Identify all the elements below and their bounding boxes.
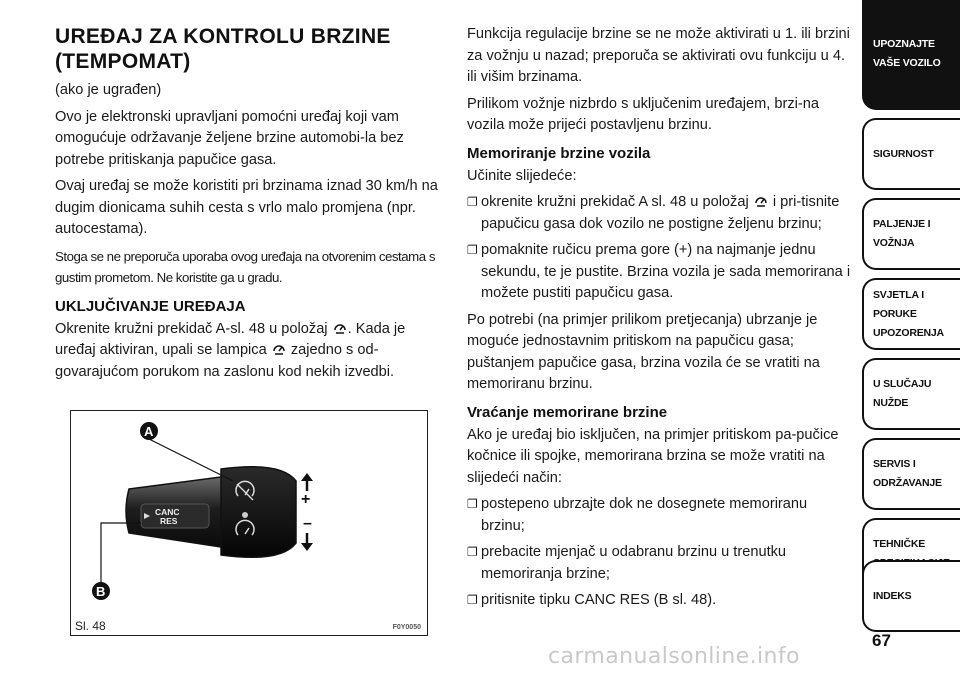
subheading: Memoriranje brzine vozila	[467, 144, 651, 162]
tab-label-line: VAŠE VOZILO	[873, 57, 941, 69]
paragraph: Ovaj uređaj se može koristiti pri brzinama iznad 30 km/h na dugim dionicama suhih cesta s vrlo malo promjena (npr. autocestama).	[55, 178, 438, 237]
figure-48	[70, 410, 428, 636]
minus-label: –	[303, 515, 312, 532]
tab-label	[873, 455, 942, 493]
cruise-control-icon	[272, 342, 286, 356]
tab-label	[873, 35, 941, 73]
paragraph	[55, 319, 440, 384]
tab-label-line: SERVIS I	[873, 458, 916, 470]
section-title	[55, 24, 440, 74]
callout-label-a: A	[144, 424, 154, 439]
tab-label	[873, 145, 934, 164]
tab-label-line: PALJENJE I	[873, 218, 931, 230]
note-paragraph: Stoga se ne preporuča uporaba ovog uređaja na otvorenim cestama s gustim prometom. Ne koristite ga u gradu.	[55, 248, 435, 285]
tab-svjetla[interactable]	[862, 278, 960, 350]
tab-paljenje[interactable]	[862, 198, 960, 270]
text-fragment: Okrenite kružni prekidač A-sl. 48 u položaj	[55, 320, 328, 337]
text-fragment: . Kada je uređaj aktiviran, upali se lampica	[55, 320, 406, 358]
list-item	[467, 542, 852, 585]
paragraph: Prilikom vožnje nizbrdo s uključenim uređajem, brzi-na vozila može prijeći postavljenu brzinu.	[467, 95, 820, 133]
figure-caption: Sl. 48	[75, 619, 106, 633]
title-line-1: UREĐAJ ZA KONTROLU BRZINE	[55, 25, 391, 48]
left-column	[55, 24, 440, 388]
paragraph: Ako je uređaj bio isključen, na primjer pritiskom pa-pučice kočnice ili spojke, memorirana brzina se može vratiti na slijedeći način:	[467, 426, 839, 486]
paragraph: Učinite slijedeće:	[467, 167, 577, 184]
title-line-2: (TEMPOMAT)	[55, 50, 191, 73]
list-item	[467, 590, 852, 612]
watermark: carmanualsonline.info	[548, 644, 800, 669]
subheading: UKLJUČIVANJE UREĐAJA	[55, 297, 246, 315]
list-item-text: postepeno ubrzajte dok ne dosegnete memoriranu brzinu;	[481, 496, 808, 534]
text-fragment: zajedno s od-govarajućom porukom na zaslonu kod nekih izvedbi.	[55, 342, 395, 380]
checkbox-bullet-icon: ❐	[467, 243, 478, 257]
tab-label	[873, 587, 911, 606]
tab-label-line: SVJETLA I PORUKE	[873, 288, 924, 320]
tab-label-line: INDEKS	[873, 589, 912, 602]
cruise-lever-illustration	[71, 411, 427, 635]
text-fragment: okrenite kružni prekidač A sl. 48 u položaj	[481, 194, 749, 210]
list-item	[467, 192, 852, 235]
callout-line-a	[149, 439, 233, 481]
paragraph: Po potrebi (na primjer prilikom pretjecanja) ubrzanje je moguće jednostavnim pritiskom na papučicu gasa; puštanjem papučice gasa, brzina vozila će se vratiti na memoriranu brzinu.	[467, 311, 820, 392]
text-fragment: i pri-tisnite papučicu gasa dok vozilo ne postigne željenu brzinu;	[481, 194, 840, 232]
figure-code: F0Y0050	[392, 624, 421, 631]
cruise-control-icon	[754, 194, 768, 208]
paragraph: Ovo je elektronski upravljani pomoćni uređaj koji vam omogućuje održavanje željene brzine automobi-la bez potrebe pritiskanja papučice gasa.	[55, 108, 404, 168]
subheading: Vraćanje memorirane brzine	[467, 403, 668, 421]
tab-sigurnost[interactable]	[862, 118, 960, 190]
tab-label-line: U SLUČAJU	[873, 378, 932, 390]
tab-label	[873, 375, 931, 413]
tab-upoznajte[interactable]	[862, 0, 960, 110]
checkbox-bullet-icon: ❐	[467, 593, 478, 607]
chapter-tabs	[862, 0, 960, 677]
right-column	[467, 24, 852, 617]
tab-nuzde[interactable]	[862, 358, 960, 430]
up-arrow-icon	[301, 473, 313, 491]
list-item	[467, 240, 852, 305]
tab-label-line: UPOZORENJA	[873, 326, 944, 339]
tab-label-line: VOŽNJA	[873, 237, 915, 249]
tab-label-line: TEHNIČKE	[873, 538, 926, 550]
list-item-text: prebacite mjenjač u odabranu brzinu u trenutku memoriranja brzine;	[481, 544, 787, 582]
checkbox-bullet-icon: ❐	[467, 545, 478, 559]
paragraph: (ako je ugrađen)	[55, 82, 162, 98]
tab-label-line: ODRŽAVANJE	[873, 477, 942, 489]
tab-label-line: NUŽDE	[873, 397, 909, 409]
list-item-text	[481, 192, 852, 235]
page-number: 67	[872, 631, 891, 650]
tab-indeks[interactable]	[862, 560, 960, 632]
indicator-dot	[242, 512, 248, 518]
res-label: RES	[160, 516, 178, 526]
list-item	[467, 494, 852, 537]
tab-servis[interactable]	[862, 438, 960, 510]
checkbox-bullet-icon: ❐	[467, 497, 478, 511]
tab-label	[873, 286, 956, 343]
tab-label-line: SIGURNOST	[873, 147, 934, 160]
checkbox-bullet-icon: ❐	[467, 195, 478, 209]
list-item-text: pomaknite ručicu prema gore (+) na najmanje jednu sekundu, te je pustite. Brzina vozila je sada memorirana i možete pustiti papučicu gasa.	[481, 242, 851, 301]
canc-label: CANC	[155, 507, 180, 517]
callout-label-b: B	[96, 584, 106, 599]
list-item-text: pritisnite tipku CANC RES (B sl. 48).	[481, 592, 717, 608]
tab-label-line: UPOZNAJTE	[873, 38, 935, 50]
cruise-control-icon	[333, 321, 347, 335]
tab-label	[873, 215, 930, 253]
paragraph: Funkcija regulacije brzine se ne može aktivirati u 1. ili brzini za vožnju u nazad; preporuča se aktivirati ovu funkciju u 4. ili višim brzinama.	[467, 26, 850, 85]
down-arrow-icon	[301, 533, 313, 551]
plus-label: +	[301, 491, 311, 508]
